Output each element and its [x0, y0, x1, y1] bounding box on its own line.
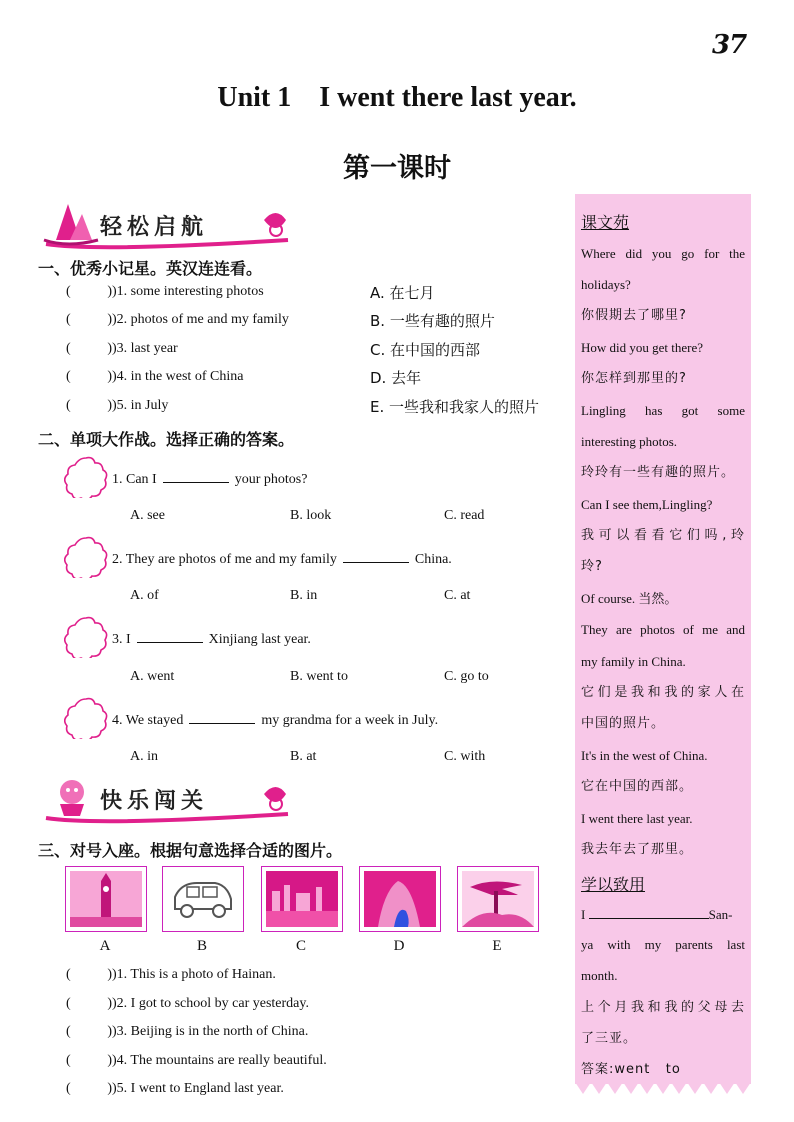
picture-d	[359, 866, 441, 932]
item-chinese: D. 去年	[370, 369, 422, 387]
apply-tail-text: San-	[708, 907, 733, 922]
question-text: 2. They are photos of me and my family	[112, 552, 337, 567]
sidebar-answer: 答案:went to	[581, 1062, 681, 1077]
picture-b	[162, 866, 244, 932]
picture-label-b: B	[196, 938, 207, 954]
question-1	[112, 468, 307, 488]
question-text: my grandma for a week in July.	[261, 713, 439, 728]
item-chinese: C. 在中国的西部	[370, 341, 481, 359]
banner-easy-start-text: 轻松启航	[100, 215, 209, 240]
flower-icon	[64, 454, 108, 498]
sidebar-line: Can I see them,Lingling?	[581, 497, 713, 512]
question-text: 4. We stayed	[112, 713, 184, 728]
choice-a[interactable]: A. of	[130, 588, 159, 603]
apply-blank-2[interactable]	[649, 906, 709, 919]
sidebar-apply-line: I San-	[581, 907, 733, 922]
list-item	[66, 398, 566, 418]
sidebar-line: 你怎样到那里的?	[581, 371, 687, 386]
list-item	[66, 284, 566, 304]
sentence-text: )4. The mountains are really beautiful.	[112, 1053, 327, 1068]
sidebar-heading-text: 课文苑	[581, 213, 630, 232]
list-item	[66, 1053, 546, 1073]
picture-e	[457, 866, 539, 932]
sidebar-line: 中国的照片。	[581, 716, 666, 731]
answer-blank[interactable]	[137, 628, 203, 643]
page-number: 37	[712, 30, 747, 60]
answer-blank[interactable]	[163, 468, 229, 483]
sidebar-text-garden	[575, 194, 751, 1084]
choice-b[interactable]: B. at	[290, 749, 317, 764]
flower-icon	[64, 695, 108, 739]
zigzag-edge	[575, 1082, 751, 1094]
banner-happy-challenge-text: 快乐闯关	[100, 789, 209, 814]
choice-b[interactable]: B. went to	[290, 669, 348, 684]
list-item	[66, 967, 546, 987]
choice-a[interactable]: A. see	[130, 508, 165, 523]
list-item	[66, 1081, 546, 1101]
sentence-text: )3. Beijing is in the north of China.	[112, 1024, 309, 1039]
question-text: Xinjiang last year.	[208, 632, 311, 647]
question-text: 1. Can I	[112, 472, 157, 487]
sidebar-line: 玲玲有一些有趣的照片。	[581, 465, 736, 480]
unit-title: Unit 1 I went there last year.	[217, 82, 577, 113]
sidebar-line: They are photos of me and	[581, 622, 745, 637]
sentence-text: )1. This is a photo of Hainan.	[112, 967, 276, 982]
question-3	[112, 628, 311, 648]
sidebar-line: 玲?	[581, 559, 603, 574]
picture-label-e: E	[492, 938, 502, 954]
picture-label-a: A	[99, 938, 111, 954]
sidebar-line: I went there last year.	[581, 811, 693, 826]
sidebar-line: How did you get there?	[581, 340, 704, 355]
choice-c[interactable]: C. at	[444, 588, 471, 603]
item-chinese: A. 在七月	[370, 284, 435, 302]
item-english: )3. last year	[112, 341, 178, 356]
sidebar-line: 上个月我和我的父母去	[581, 1000, 745, 1015]
flower-icon	[64, 614, 108, 658]
choice-c[interactable]: C. read	[444, 508, 485, 523]
sidebar-line: holidays?	[581, 277, 631, 292]
sidebar-line: It's in the west of China.	[581, 748, 708, 763]
picture-label-d: D	[393, 938, 405, 954]
sidebar-line: ya with my parents last	[581, 937, 745, 952]
sidebar-line: my family in China.	[581, 654, 686, 669]
sentence-text: )2. I got to school by car yesterday.	[112, 996, 309, 1011]
question-text: 3. I	[112, 632, 131, 647]
list-item	[66, 369, 566, 389]
car-icon	[167, 871, 239, 927]
sidebar-line: 它在中国的西部。	[581, 779, 694, 794]
answer-blank[interactable]	[189, 709, 255, 724]
mountain-icon	[364, 871, 436, 927]
choice-a[interactable]: A. went	[130, 669, 175, 684]
apply-blank-1[interactable]	[589, 906, 649, 919]
picture-label-c: C	[295, 938, 306, 954]
list-item	[66, 1024, 546, 1044]
item-english: )2. photos of me and my family	[112, 312, 289, 327]
question-text: your photos?	[234, 472, 308, 487]
item-english: )4. in the west of China	[112, 369, 244, 384]
sidebar-line: 它们是我和我的家人在	[581, 685, 745, 700]
item-chinese: B. 一些有趣的照片	[370, 312, 495, 330]
item-chinese: E. 一些我和我家人的照片	[370, 398, 540, 416]
sidebar-line: Of course. 当然。	[581, 591, 678, 606]
question-text: China.	[414, 552, 452, 567]
answer-blank[interactable]	[343, 548, 409, 563]
big-ben-icon	[70, 871, 142, 927]
item-english: )1. some interesting photos	[112, 284, 264, 299]
sidebar-line: 了三亚。	[581, 1031, 638, 1046]
choice-b[interactable]: B. look	[290, 508, 332, 523]
question-2	[112, 548, 452, 568]
question-4	[112, 709, 438, 729]
sentence-text: )5. I went to England last year.	[112, 1081, 284, 1096]
list-item	[66, 312, 566, 332]
sidebar-line: Where did you go for the	[581, 246, 745, 261]
section3-title: 三、对号入座。根据句意选择合适的图片。	[38, 841, 343, 860]
list-item	[66, 996, 546, 1016]
list-item	[66, 341, 566, 361]
sidebar-line: month.	[581, 968, 618, 983]
sidebar-line: 我可以看看它们吗,玲	[581, 528, 745, 543]
picture-a	[65, 866, 147, 932]
sidebar-heading-apply: 学以致用	[581, 875, 646, 894]
banner-happy-challenge	[38, 774, 298, 828]
choice-c[interactable]: C. with	[444, 749, 486, 764]
item-english: )5. in July	[112, 398, 169, 413]
pine-tree-icon	[462, 871, 534, 927]
sidebar-line: interesting photos.	[581, 434, 678, 449]
choice-c[interactable]: C. go to	[444, 669, 489, 684]
picture-c	[261, 866, 343, 932]
lesson-title: 第一课时	[343, 153, 451, 184]
sidebar-line: 我去年去了那里。	[581, 842, 694, 857]
flower-icon	[64, 534, 108, 578]
section2-title: 二、单项大作战。选择正确的答案。	[38, 430, 295, 449]
section1-title: 一、优秀小记星。英汉连连看。	[38, 259, 263, 278]
choice-b[interactable]: B. in	[290, 588, 318, 603]
sidebar-line: 你假期去了哪里?	[581, 308, 687, 323]
city-skyline-icon	[266, 871, 338, 927]
choice-a[interactable]: A. in	[130, 749, 158, 764]
banner-easy-start	[38, 200, 298, 254]
sidebar-line: Lingling has got some	[581, 403, 745, 418]
